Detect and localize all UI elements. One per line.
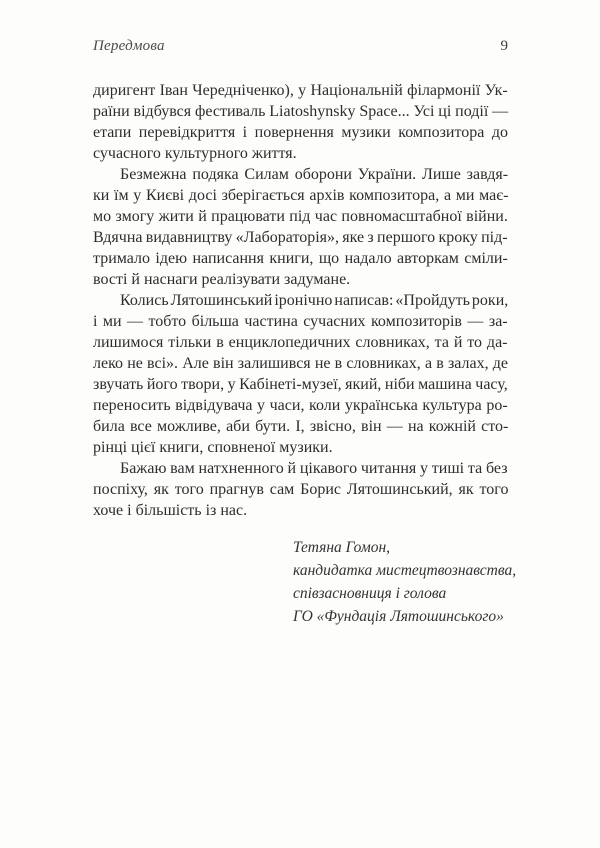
signature-line: Тетяна Гомон, [293, 539, 391, 556]
signature-line: кандидатка мистецтвознавства, [293, 562, 517, 579]
body-text [93, 80, 508, 521]
text-line: поспіху, як того прагнув сам Борис Лятошинський, як того [93, 481, 509, 498]
running-title: Передмова [93, 38, 165, 54]
text-line: вості й наснаги реалізувати задумане. [93, 271, 351, 288]
text-line: сучасного культурного життя. [93, 145, 297, 162]
text-line: диригент Іван Чередніченко), у Національній філармонії Ук- [93, 82, 508, 99]
text-line: переносить відвідувача у часи, коли українська культура ро- [93, 397, 508, 414]
text-line: звучать його твори, у Кабінеті-музеї, який, ніби машина часу, [93, 376, 508, 393]
signature-line: співзасновниця і голова [293, 585, 447, 602]
text-line: тримало ідею написання книги, що надало авторкам сміли- [93, 250, 508, 267]
text-line: леко не всі». Але він залишився не в словниках, а в залах, де [93, 355, 508, 372]
signature-block [293, 536, 517, 628]
text-line: і ми — тобто більша частина сучасних композиторів — за- [93, 313, 508, 330]
text-line: била все можливе, аби бути. І, звісно, він — на кожній сто- [93, 418, 509, 435]
paragraph [93, 164, 508, 290]
text-line: раїни відбувся фестиваль Liatoshynsky Space... Усі ці події — [93, 103, 509, 120]
paragraph [93, 80, 508, 164]
paragraph [93, 458, 508, 521]
text-line: рінці цієї книги, сповненої музики. [93, 439, 333, 456]
text-line: Безмежна подяка Силам оборони України. Лише завдя- [120, 166, 509, 183]
signature-line: ГО «Фундація Лятошинського» [293, 608, 504, 625]
page-header [93, 38, 508, 56]
text-line: мо змогу жити й працювати під час повномасштабної війни. [93, 208, 508, 225]
text-line: хоче і більшість із нас. [93, 502, 248, 519]
text-line: етапи перевідкриття і повернення музики композитора до [93, 124, 508, 141]
text-line: лишимося тільки в енциклопедичних словниках, та й то да- [93, 334, 508, 351]
text-line: ки їм у Києві досі зберігається архів композитора, а ми має- [93, 187, 509, 204]
text-line: Колись Лятошинський іронічно написав: «Пройдуть роки, [120, 292, 509, 309]
paragraph [93, 290, 508, 458]
page-number: 9 [500, 38, 508, 54]
text-line: Вдячна видавництву «Лабораторія», яке з першого кроку під- [93, 229, 508, 246]
text-line: Бажаю вам натхненного й цікавого читання у тиші та без [120, 460, 508, 477]
